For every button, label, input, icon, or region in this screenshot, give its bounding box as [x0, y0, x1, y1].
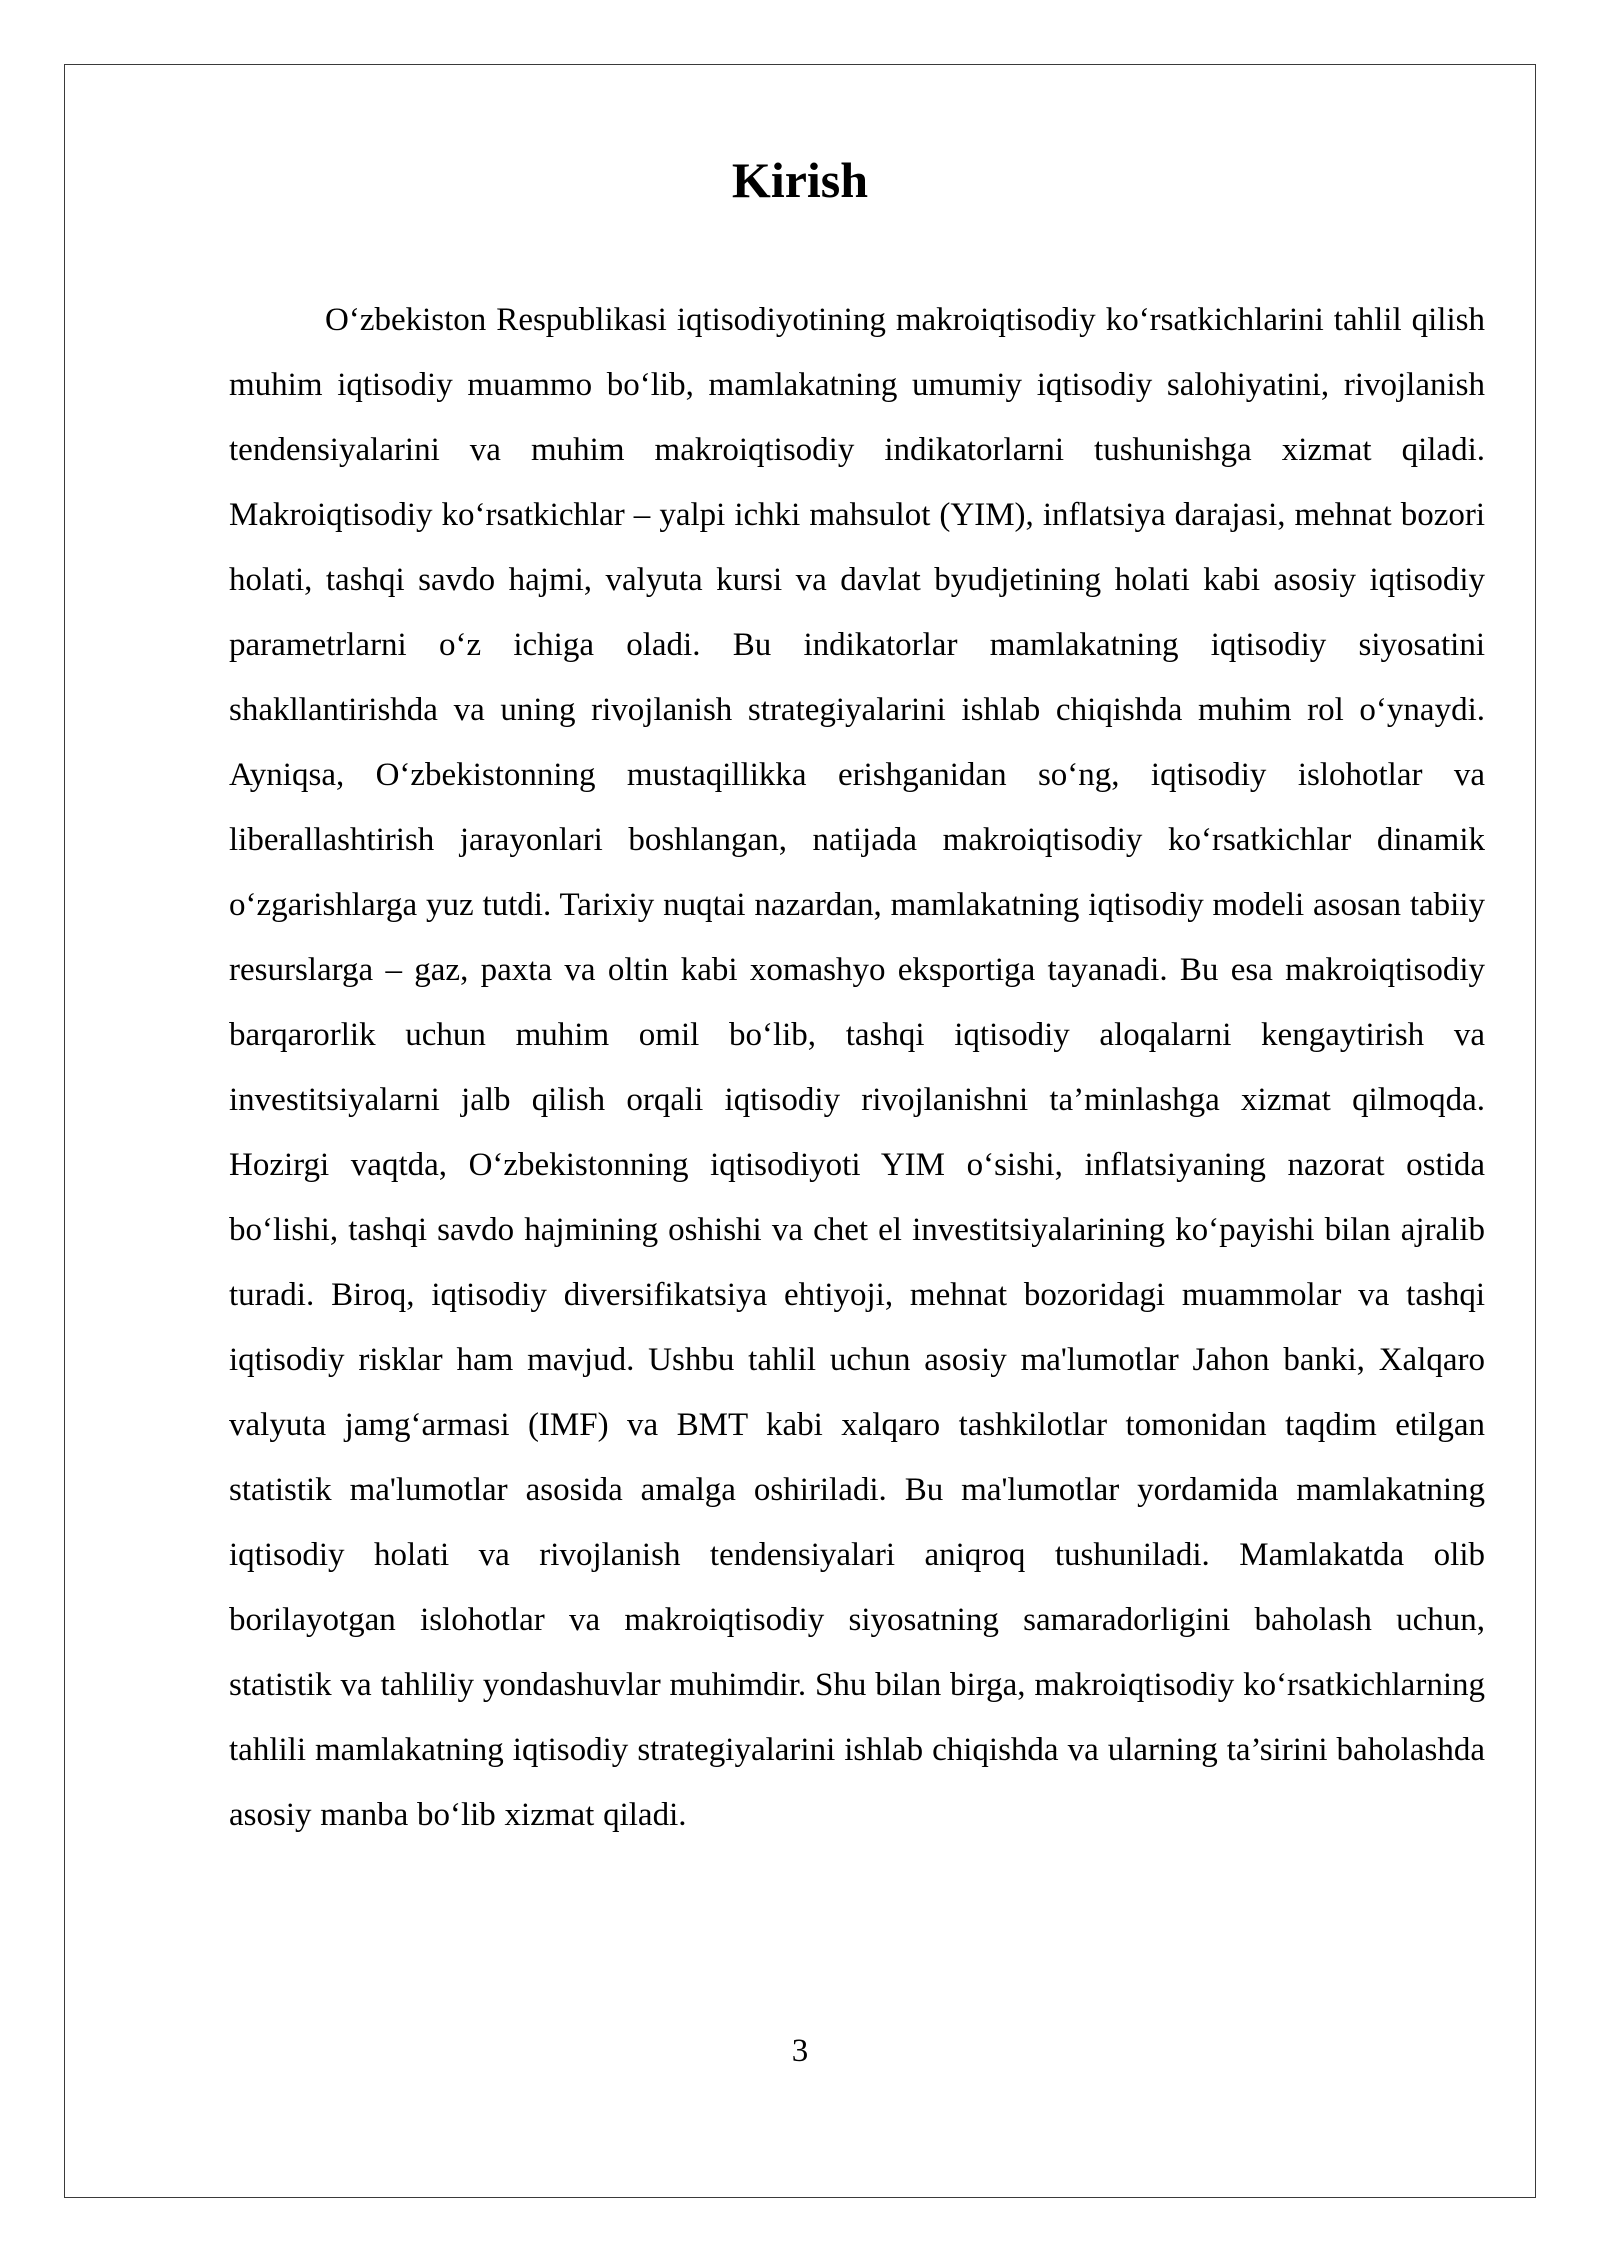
page-title: Kirish	[731, 152, 869, 208]
body-paragraph: O‘zbekiston Respublikasi iqtisodiyotining makroiqtisodiy ko‘rsatkichlarini tahlil qilish muhim iqtisodiy muammo bo‘lib, mamlakatning umumiy iqtisodiy salohiyatini, rivojlanish tendensiyalarini va muhim makroiqtisodiy indikatorlarni tushunishga xizmat qiladi. Makroiqtisodiy ko‘rsatkichlar – yalpi ichki mahsulot (YIM), inflatsiya darajasi, mehnat bozori holati, tashqi savdo hajmi, valyuta kursi va davlat byudjetining holati kabi asosiy iqtisodiy parametrlarni o‘z ichiga oladi. Bu indikatorlar mamlakatning iqtisodiy siyosatini shakllantirishda va uning rivojlanish strategiyalarini ishlab chiqishda muhim rol o‘ynaydi. Ayniqsa, O‘zbekistonning mustaqillikka erishganidan so‘ng, iqtisodiy islohotlar va liberallashtirish jarayonlari boshlangan, natijada makroiqtisodiy ko‘rsatkichlar dinamik o‘zgarishlarga yuz tutdi. Tarixiy nuqtai nazardan, mamlakatning iqtisodiy modeli asosan tabiiy resurslarga – gaz, paxta va oltin kabi xomashyo eksportiga tayanadi. Bu esa makroiqtisodiy barqarorlik uchun muhim omil bo‘lib, tashqi iqtisodiy aloqalarni kengaytirish va investitsiyalarni jalb qilish orqali iqtisodiy rivojlanishni ta’minlashga xizmat qilmoqda. Hozirgi vaqtda, O‘zbekistonning iqtisodiyoti YIM o‘sishi, inflatsiyaning nazorat ostida bo‘lishi, tashqi savdo hajmining oshishi va chet el investitsiyalarining ko‘payishi bilan ajralib turadi. Biroq, iqtisodiy diversifikatsiya ehtiyoji, mehnat bozoridagi muammolar va tashqi iqtisodiy risklar ham mavjud. Ushbu tahlil uchun asosiy ma'lumotlar Jahon banki, Xalqaro valyuta jamg‘armasi (IMF) va BMT kabi xalqaro tashkilotlar tomonidan taqdim etilgan statistik ma'lumotlar asosida amalga oshiriladi. Bu ma'lumotlar yordamida mamlakatning iqtisodiy holati va rivojlanish tendensiyalari aniqroq tushuniladi. Mamlakatda olib borilayotgan islohotlar va makroiqtisodiy siyosatning samaradorligini baholash uchun, statistik va tahliliy yondashuvlar muhimdir. Shu bilan birga, makroiqtisodiy ko‘rsatkichlarning tahlili mamlakatning iqtisodiy strategiyalarini ishlab chiqishda va ularning ta’sirini baholashda asosiy manba bo‘lib xizmat qiladi.	[229, 302, 1485, 1833]
page-number: 3	[791, 2033, 809, 2069]
